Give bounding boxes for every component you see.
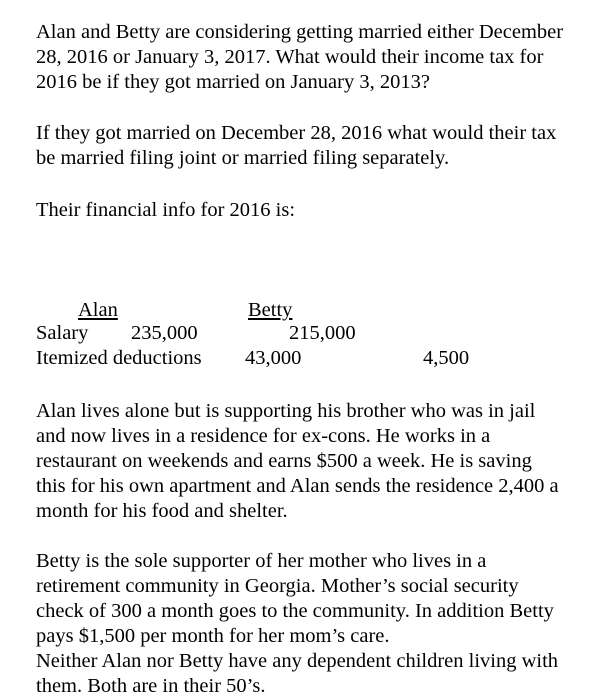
financial-intro: Their financial info for 2016 is: (36, 199, 296, 221)
alan-line-3: restaurant on weekends and earns $500 a week. He is saving (36, 450, 532, 472)
header-betty: Betty (248, 299, 293, 321)
alan-line-4: this for his own apartment and Alan sends the residence 2,400 a (36, 475, 559, 497)
betty-line-2: retirement community in Georgia. Mother’s social security (36, 575, 519, 597)
question-line-2: be married filing joint or married filing separately. (36, 147, 450, 169)
question-line-1: If they got married on December 28, 2016 what would their tax (36, 122, 557, 144)
intro-line-1: Alan and Betty are considering getting married either December (36, 21, 564, 43)
alan-line-5: month for his food and shelter. (36, 500, 288, 522)
betty-line-4: pays $1,500 per month for her mom’s care. (36, 625, 390, 647)
intro-line-2: 28, 2016 or January 3, 2017. What would their income tax for (36, 46, 544, 68)
betty-line-3: check of 300 a month goes to the community. In addition Betty (36, 600, 554, 622)
alan-paragraph (36, 399, 596, 524)
betty-line-5: Neither Alan nor Betty have any dependent children living with (36, 650, 559, 672)
itemized-label: Itemized deductions (36, 347, 202, 369)
alan-line-2: and now lives in a residence for ex-cons. He works in a (36, 425, 491, 447)
betty-line-1: Betty is the sole supporter of her mother who lives in a (36, 550, 487, 572)
question-paragraph (36, 121, 596, 171)
alan-line-1: Alan lives alone but is supporting his brother who was in jail (36, 400, 536, 422)
salary-betty: 215,000 (289, 322, 356, 344)
salary-alan: 235,000 (131, 322, 198, 344)
intro-line-3: 2016 be if they got married on January 3, 2013? (36, 71, 430, 93)
intro-paragraph (36, 20, 596, 95)
header-alan: Alan (78, 299, 118, 321)
betty-paragraph (36, 549, 596, 699)
itemized-betty: 4,500 (423, 347, 470, 369)
itemized-alan: 43,000 (245, 347, 302, 369)
betty-line-6: them. Both are in their 50’s. (36, 675, 266, 697)
salary-label: Salary (36, 322, 89, 344)
